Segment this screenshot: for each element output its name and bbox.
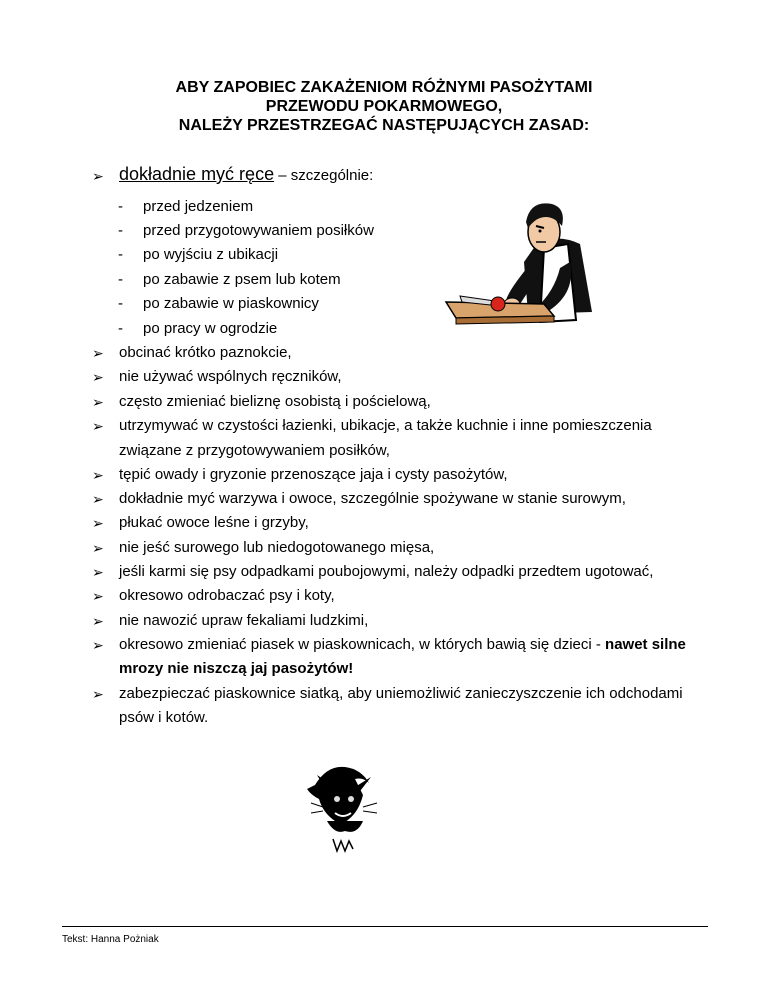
list-item (119, 164, 373, 185)
list-item: utrzymywać w czystości łazienki, ubikacje, a także kuchnie i inne pomieszczenia (119, 417, 652, 434)
bullet-icon: ➢ (92, 394, 104, 410)
bullet-icon: ➢ (92, 540, 104, 556)
sub-list-item: po wyjściu z ubikacji (143, 246, 279, 263)
list-item: nie używać wspólnych ręczników, (119, 368, 342, 385)
list-item: okresowo odrobaczać psy i koty, (119, 587, 335, 604)
sand-item-bold-2: mrozy nie niszczą jaj pasożytów! (119, 660, 354, 677)
page-title (0, 78, 768, 135)
list-item-continuation: psów i kotów. (119, 709, 209, 726)
list-item: jeśli karmi się psy odpadkami poubojowymi, należy odpadki przedtem ugotować, (119, 563, 654, 580)
bullet-icon: ➢ (92, 613, 104, 629)
list-item (119, 636, 686, 653)
dash-marker: - (118, 222, 123, 239)
list-item: obcinać krótko paznokcie, (119, 344, 292, 361)
list-item-heading: dokładnie myć ręce (119, 164, 275, 184)
bullet-icon: ➢ (92, 418, 104, 434)
bullet-icon: ➢ (92, 168, 104, 184)
list-item-suffix: – szczególnie: (274, 167, 374, 184)
footer-divider (62, 926, 708, 927)
sub-list-item: po zabawie z psem lub kotem (143, 271, 341, 288)
footer-author: Tekst: Hanna Pożniak (62, 934, 159, 945)
dash-marker: - (118, 271, 123, 288)
title-line-3: NALEŻY PRZESTRZEGAĆ NASTĘPUJĄCYCH ZASAD: (178, 117, 590, 134)
bullet-icon: ➢ (92, 588, 104, 604)
sub-list-item: przed przygotowywaniem posiłków (143, 222, 374, 239)
dash-marker: - (118, 295, 123, 312)
bullet-icon: ➢ (92, 491, 104, 507)
dash-marker: - (118, 320, 123, 337)
dash-marker: - (118, 246, 123, 263)
bullet-icon: ➢ (92, 686, 104, 702)
sand-item-bold-1: nawet silne (605, 636, 686, 653)
list-item-continuation: związane z przygotowywaniem posiłków, (119, 442, 390, 459)
list-item: tępić owady i gryzonie przenoszące jaja i cysty pasożytów, (119, 466, 508, 483)
list-item: płukać owoce leśne i grzyby, (119, 514, 309, 531)
sand-item-text: okresowo zmieniać piasek w piaskownicach, w których bawią się dzieci - (119, 636, 606, 653)
title-line-2: PRZEWODU POKARMOWEGO, (265, 98, 503, 115)
sub-list-item: przed jedzeniem (143, 198, 254, 215)
list-item: zabezpieczać piaskownice siatką, aby uniemożliwić zanieczyszczenie ich odchodami (119, 685, 683, 702)
black-cat-illustration (305, 755, 385, 855)
bullet-icon: ➢ (92, 345, 104, 361)
sub-list-item: po zabawie w piaskownicy (143, 295, 319, 312)
chef-cutting-tomato-illustration (440, 192, 610, 332)
bullet-icon: ➢ (92, 564, 104, 580)
dash-marker: - (118, 198, 123, 215)
list-item: nie nawozić upraw fekaliami ludzkimi, (119, 612, 369, 629)
bullet-icon: ➢ (92, 369, 104, 385)
list-item: często zmieniać bieliznę osobistą i pościelową, (119, 393, 431, 410)
bullet-icon: ➢ (92, 515, 104, 531)
bullet-icon: ➢ (92, 467, 104, 483)
sub-list-item: po pracy w ogrodzie (143, 320, 278, 337)
list-item: nie jeść surowego lub niedogotowanego mięsa, (119, 539, 435, 556)
list-item: dokładnie myć warzywa i owoce, szczególnie spożywane w stanie surowym, (119, 490, 626, 507)
title-line-1: ABY ZAPOBIEC ZAKAŻENIOM RÓŻNYMI PASOŻYTAMI (175, 79, 593, 96)
bullet-icon: ➢ (92, 637, 104, 653)
